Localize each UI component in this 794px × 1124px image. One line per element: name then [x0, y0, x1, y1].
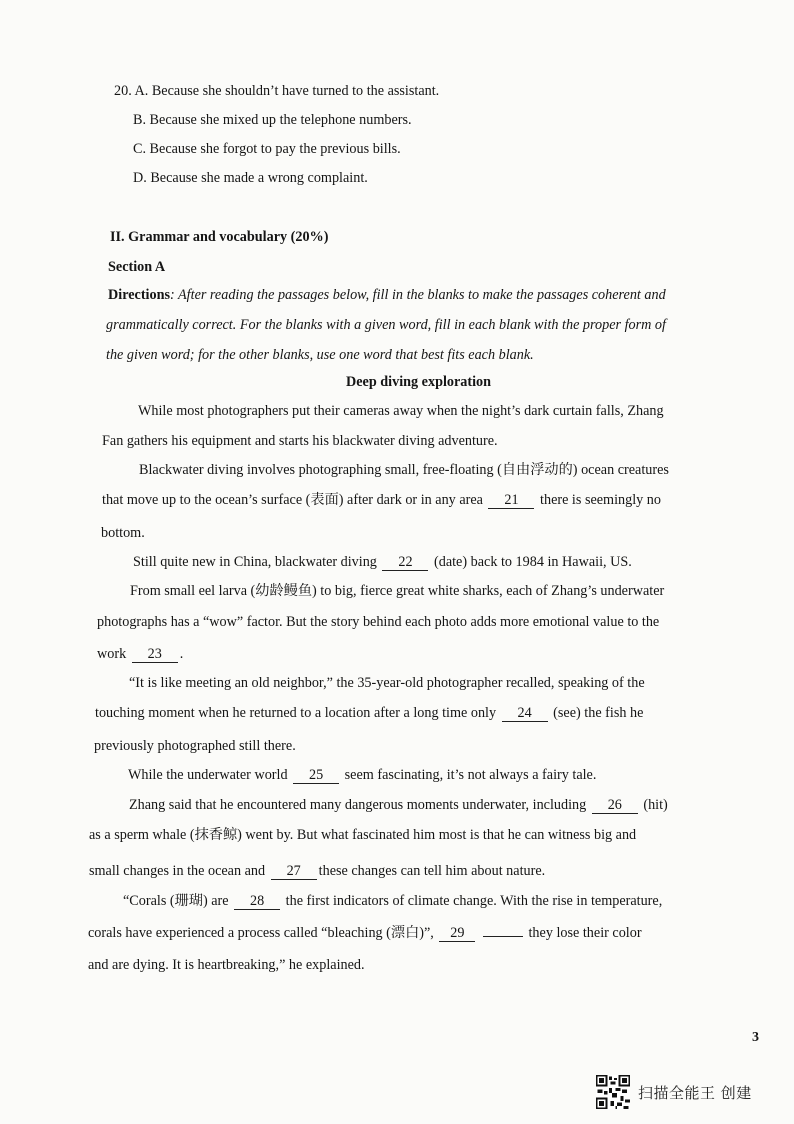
- blank-26: 26: [592, 798, 638, 814]
- passage-line: Still quite new in China, blackwater diving 22 (date) back to 1984 in Hawaii, US.: [133, 554, 632, 570]
- passage-line: While most photographers put their cameras away when the night’s dark curtain falls, Zhang: [138, 403, 664, 419]
- passage-line: work 23 .: [97, 646, 184, 662]
- section-a-heading: Section A: [108, 259, 166, 275]
- passage-line: Blackwater diving involves photographing small, free-floating (自由浮动的) ocean creatures: [139, 462, 669, 478]
- passage-line: and are dying. It is heartbreaking,” he explained.: [88, 957, 365, 973]
- passage-title: Deep diving exploration: [346, 374, 492, 390]
- passage-line: “Corals (珊瑚) are 28 the first indicators of climate change. With the rise in temperature,: [123, 893, 663, 909]
- passage-line: photographs has a “wow” factor. But the story behind each photo adds more emotional value to the: [97, 614, 660, 630]
- passage-line: bottom.: [101, 525, 145, 541]
- blank-28: 28: [234, 894, 280, 910]
- passage-line: that move up to the ocean’s surface (表面) after dark or in any area 21 there is seemingly no: [102, 492, 661, 508]
- blank-27: 27: [271, 864, 317, 880]
- q20-option-b: B. Because she mixed up the telephone numbers.: [133, 112, 412, 128]
- blank-22: 22: [382, 555, 428, 571]
- q20-option-d: D. Because she made a wrong complaint.: [133, 170, 368, 186]
- passage-line: small changes in the ocean and 27 these changes can tell him about nature.: [89, 863, 546, 879]
- scanner-watermark: [596, 1074, 752, 1110]
- passage-line: While the underwater world 25 seem fascinating, it’s not always a fairy tale.: [128, 767, 597, 783]
- directions-label: Directions: [108, 287, 170, 303]
- directions-line-2: grammatically correct. For the blanks with a given word, fill in each blank with the proper form of: [106, 317, 666, 333]
- blank-29-extension: [483, 936, 523, 937]
- q20-option-c: C. Because she forgot to pay the previous bills.: [133, 141, 401, 157]
- page-number: 3: [752, 1030, 759, 1045]
- passage-line: touching moment when he returned to a location after a long time only 24 (see) the fish he: [95, 705, 644, 721]
- passage-line: corals have experienced a process called “bleaching (漂白)”, 29 they lose their color: [88, 925, 642, 941]
- blank-24: 24: [502, 706, 548, 722]
- section-heading: II. Grammar and vocabulary (20%): [110, 229, 329, 245]
- passage-line: “It is like meeting an old neighbor,” the 35-year-old photographer recalled, speaking of the: [129, 675, 645, 691]
- directions-line-3: the given word; for the other blanks, use one word that best fits each blank.: [106, 347, 534, 363]
- passage-line: Zhang said that he encountered many dangerous moments underwater, including 26 (hit): [129, 797, 668, 813]
- q20-option-a: 20. A. Because she shouldn’t have turned to the assistant.: [114, 83, 440, 99]
- blank-29: 29: [439, 926, 475, 942]
- passage-line: Fan gathers his equipment and starts his blackwater diving adventure.: [102, 433, 498, 449]
- qr-code-icon: [596, 1075, 630, 1109]
- passage-line: From small eel larva (幼龄鳗鱼) to big, fierce great white sharks, each of Zhang’s underwater: [130, 583, 665, 599]
- blank-23: 23: [132, 647, 178, 663]
- passage-line: as a sperm whale (抹香鲸) went by. But what fascinated him most is that he can witness big and: [89, 827, 637, 843]
- blank-21: 21: [488, 493, 534, 509]
- watermark-text: 扫描全能王 创建: [638, 1083, 752, 1102]
- blank-25: 25: [293, 768, 339, 784]
- directions-line-1: Directions: After reading the passages below, fill in the blanks to make the passages coherent and: [108, 287, 666, 303]
- passage-line: previously photographed still there.: [94, 738, 296, 754]
